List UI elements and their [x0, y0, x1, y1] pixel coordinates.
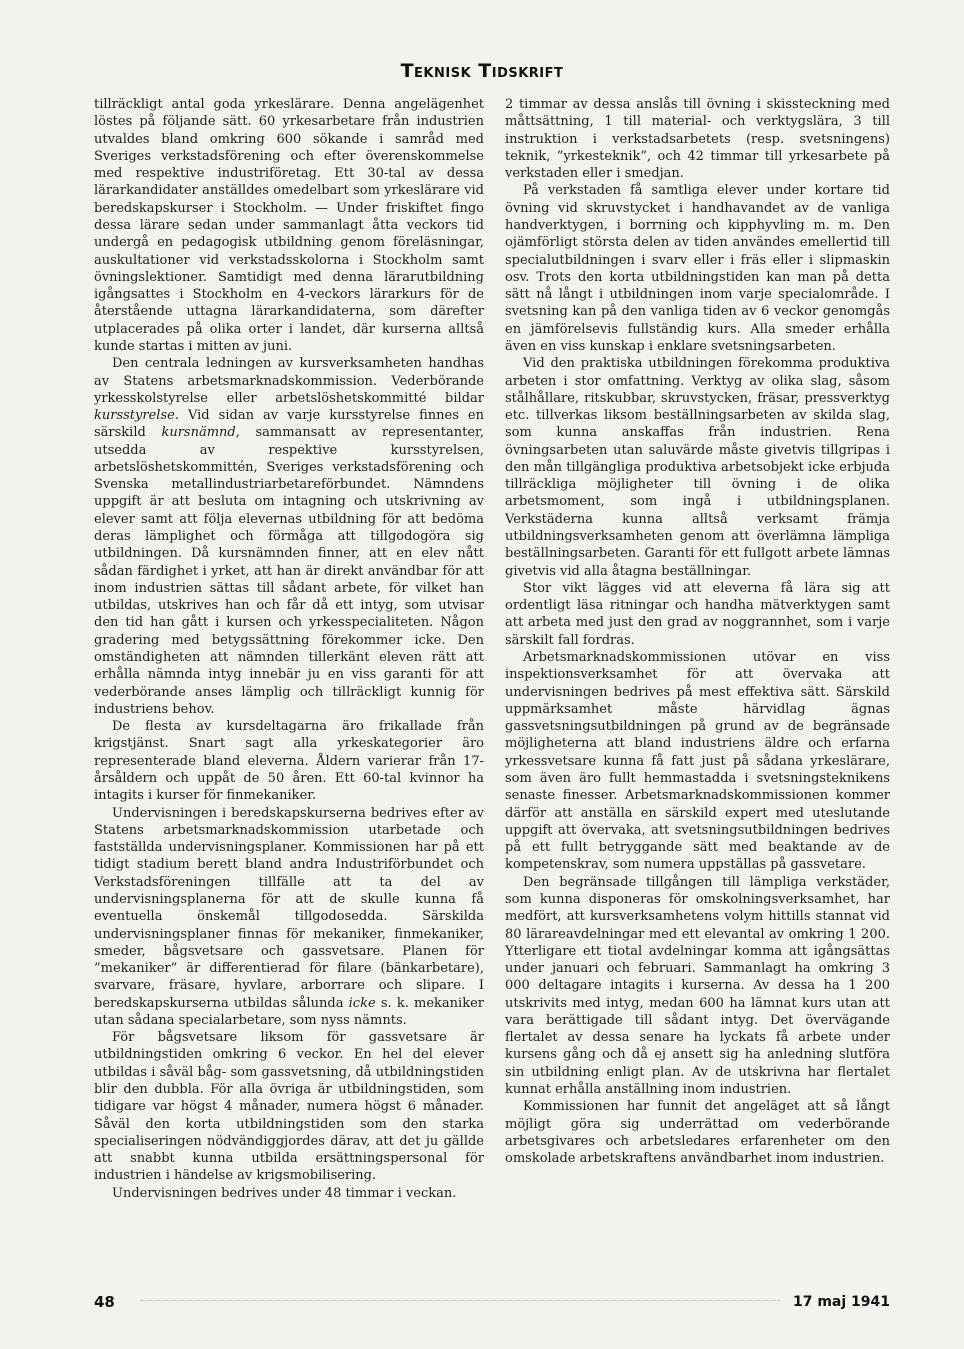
issue-date: 17 maj 1941 — [792, 1294, 890, 1310]
right-paragraph-4: Stor vikt lägges vid att eleverna få lära sig att ordentligt läsa ritningar och handha mätverktygen samt att arbeta med just den grad av noggrannhet, som i varje särskilt fall fordras. — [505, 580, 890, 648]
page-number: 48 — [94, 1293, 115, 1311]
left-paragraph-5: För bågsvetsare liksom för gassvetsare är utbildningstiden omkring 6 veckor. En hel del elever utbildas i såväl båg- som gassvetsning, då utbildningstiden blir den dubbla. För alla övriga är utbildningstiden, som tidigare var högst 4 månader, numera högst 6 månader. Såväl den korta utbildningstiden som den starka specialiseringen nödvändiggjordes därav, att det ju gällde att snabbt kunna utbilda ersättningspersonal för industrien i händelse av krigsmobilisering. — [94, 1030, 484, 1184]
left-paragraph-3: De flesta av kursdeltagarna äro frikallade från krigstjänst. Snart sagt alla yrkeskategorier äro representerade bland eleverna. Åldern varierar från 17-årsåldern och uppåt de 50 åren. Ett 60-tal kvinnor ha intagits i kurser för finmekaniker. — [94, 719, 484, 804]
left-paragraph-6: Undervisningen bedrives under 48 timmar i veckan. — [112, 1185, 457, 1201]
left-paragraph-2: Den centrala ledningen av kursverksamheten handhas av Statens arbetsmarknadskommission. Vederbörande yrkesskolstyrelse eller arbetslöshetskommitté bildar kursstyrelse. Vid sidan av varje kursstyrelse finnes en särskild kursnämnd, sammansatt av representanter, utsedda av respektive kursstyrelsen, arbetslöshetskommittén, Sveriges verkstadsförening och Svenska metallindustriarbetareförbundet. Nämndens uppgift är att besluta om intagning och utskrivning av elever samt att följa elevernas utbildning för att bedöma deras lämplighet och förmåga att tillgodogöra sig utbildningen. Då kursnämnden finner, att en elev nått sådan färdighet i yrket, att han är direkt användbar för att inom industrien sättas till sådant arbete, för vilket han utbildas, utskrives han och får då ett intyg, som utvisar den tid han gått i kursen och yrkesspecialiteten. Någon gradering med betygssättning förekommer icke. Den omständigheten att nämnden tillerkänt eleven rätt att erhålla nämnda intyg innebär ju en viss garanti för att vederbörande anses lämplig och tillräckligt kunnig för industriens behov. — [94, 356, 484, 717]
term-kursnamnd: kursnämnd — [161, 425, 236, 441]
left-paragraph-4: Undervisningen i beredskapskurserna bedrives efter av Statens arbetsmarknadskommission utarbetade och fastställda undervisningsplaner. Kommissionen har på ett tidigt stadium berett bland andra Industriförbundet och Verkstadsföreningen tillfälle att ta del av undervisningsplanerna för att de skulle kunna få eventuella önskemål tillgodosedda. Särskilda undervisningsplaner finnas för mekaniker, finmekaniker, smeder, bågsvetsare och gassvetsare. Planen för ”mekaniker” är differentierad för filare (bänkarbetare), svarvare, fräsare, hyvlare, arborrare och slipare. I beredskapskurserna utbildas sålunda icke s. k. mekaniker utan sådana specialarbetare, som nyss nämnts. — [94, 805, 484, 1028]
right-paragraph-5: Arbetsmarknadskommissionen utövar en viss inspektionsverksamhet för att övervaka att undervisningen bedrives på mest effektiva sätt. Särskild uppmärksamhet måste härvidlag ägnas gassvetsningsutbildningen på grund av de begränsade möjligheterna att bland industriens äldre och erfarna yrkessvetsare kunna få fatt just på sådana yrkeslärare, som även äro fullt hemmastadda i svetsningsteknikens senaste finesser. Arbetsmarknadskommissionen kommer därför att anställa en särskild expert med uteslutande uppgift att övervaka, att svetsningsutbildningen bedrives på ett fullt betryggande sätt med beaktande av de kompetenskrav, som numera uppställas på gassvetare. — [505, 650, 890, 873]
right-paragraph-1: 2 timmar av dessa anslås till övning i skissteckning med måttsättning, 1 till material- och verktygslära, 3 till instruktion i verkstadsarbetets (resp. svetsningens) teknik, ”yrkesteknik”, och 42 timmar till yrkesarbete på verkstaden eller i smedjan. — [505, 97, 890, 182]
left-column — [94, 96, 484, 1202]
masthead: Teknisk Tidskrift — [400, 60, 564, 82]
term-kursstyrelse: kursstyrelse — [94, 408, 175, 424]
left-paragraph-1: tillräckligt antal goda yrkeslärare. Denna angelägenhet löstes på följande sätt. 60 yrkesarbetare från industrien utvaldes bland omkring 600 sökande i samråd med Sveriges verkstadsförening och efter överenskommelse med respektive industriföretag. Ett 30-tal av dessa lärarkandidater anställdes omedelbart som yrkeslärare vid beredskapskurser i Stockholm. — Under friskiftet fingo dessa lärare sedan under sammanlagt åtta veckors tid undergå en pedagogisk utbildning genom föreläsningar, auskultationer vid verkstadsskolorna i Stockholm samt övningslektioner. Samtidigt med denna lärarutbildning igångsattes i Stockholm en 4-veckors lärarkurs för de återstående uttagna lärarkandidaterna, som därefter utplacerades på olika orter i landet, där kurserna alltså kunde startas i mitten av juni. — [94, 97, 484, 354]
right-column — [505, 96, 890, 1167]
term-icke: icke — [348, 995, 376, 1011]
right-paragraph-3: Vid den praktiska utbildningen förekomma produktiva arbeten i stor omfattning. Verktyg av olika slag, såsom stålhållare, ritskubbar, skruvstycken, fräsar, pressverktyg etc. tillverkas liksom beställningsarbeten av skilda slag, som kunna anskaffas från industrien. Rena övningsarbeten utan saluvärde måste givetvis tillgripas i den mån tillgängliga produktiva arbetsobjekt icke erbjuda tillräckliga möjligheter till övning i de olika arbetsmoment, som ingå i utbildningsplanen. Verkstäderna kunna alltså verksamt främja utbildningsverksamheten genom att överlämna lämpliga beställningsarbeten. Garanti för ett fullgott arbete lämnas givetvis vid alla åtagna beställningar. — [505, 356, 890, 579]
right-paragraph-2: På verkstaden få samtliga elever under kortare tid övning vid skruvstycket i handhavandet av de vanliga handverktygen, i borrning och kipphyvling m. m. Den ojämförligt största delen av tiden användes emellertid till specialutbildningen i svarv eller i fräs eller i slipmaskin osv. Trots den korta utbildningstiden kan man på detta sätt nå långt i utbildningen inom varje specialområde. I svetsning kan på den vanliga tiden av 6 veckor genomgås en jämförelsevis fullständig kurs. Alla smeder erhålla även en viss kunskap i enklare svetsningsarbeten. — [505, 183, 890, 354]
right-paragraph-7: Kommissionen har funnit det angeläget att så långt möjligt göra sig underrättad om vederbörande arbetsgivares och arbetsledares erfarenheter om den omskolade arbetskraftens användbarhet inom industrien. — [505, 1099, 890, 1167]
right-paragraph-6: Den begränsade tillgången till lämpliga verkstäder, som kunna disponeras för omskolningsverksamhet, har medfört, att kursverksamhetens volym hittills stannat vid 80 lärareavdelningar med ett elevantal av omkring 1 200. Ytterligare ett tiotal avdelningar komma att igångsättas under januari och februari. Sammanlagt ha omkring 3 000 deltagare intagits i kurserna. Av dessa ha 1 200 utskrivits med intyg, medan 600 ha lämnat kurs utan att vara berättigade till sådant intyg. Det övervägande flertalet av dessa senare ha lyckats få arbete under kursens gång och då ej ansett sig ha anledning slutföra sin utbildning enligt plan. Av de utskrivna har flertalet kunnat erhålla anställning inom industrien. — [505, 874, 890, 1098]
footer-rule — [140, 1300, 780, 1301]
